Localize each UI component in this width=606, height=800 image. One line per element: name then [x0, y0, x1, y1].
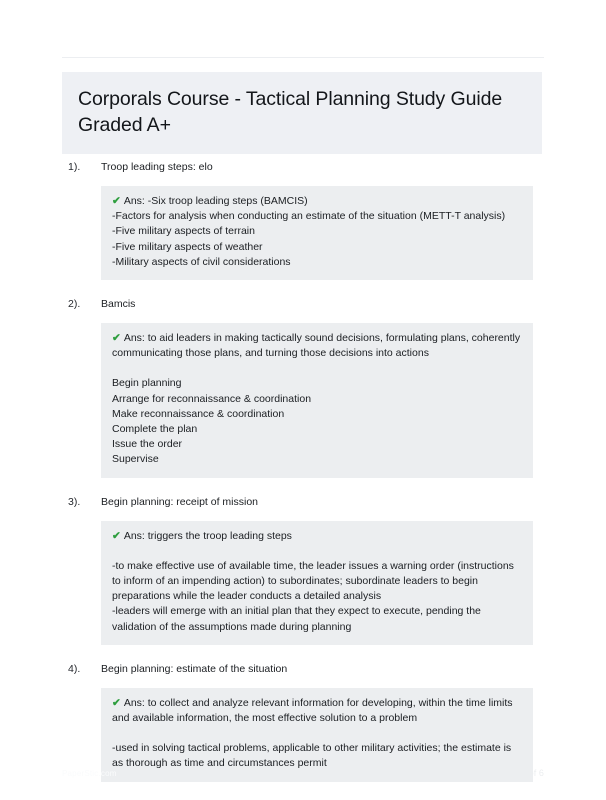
answer-line: Begin planning — [112, 377, 182, 390]
question-row — [0, 662, 606, 678]
answer-prefix: Ans: — [123, 195, 148, 207]
answer-prefix: Ans: — [123, 529, 148, 542]
question-number: 4). — [68, 662, 81, 675]
question-row — [0, 160, 606, 176]
header-divider — [62, 57, 544, 58]
answer-line: Arrange for reconnaissance & coordination — [112, 392, 312, 405]
page-title: Corporals Course - Tactical Planning Study Guide Graded A+ — [62, 72, 542, 154]
answer-line: Issue the order — [112, 438, 183, 451]
answer-box — [101, 323, 533, 478]
answer-line: -used in solving tactical problems, applicable to other military activities; the estimate is as thorough as time and circumstances permit — [112, 742, 515, 770]
answer-line: Make reconnaissance & coordination — [112, 407, 285, 420]
check-icon: ✔ — [112, 696, 121, 709]
question-text: Troop leading steps: elo — [101, 161, 213, 173]
question-number: 1). — [68, 161, 81, 173]
answer-line: -Five military aspects of weather — [112, 240, 263, 253]
question-number: 3). — [68, 495, 81, 508]
footer-page-number: Page 1 of 6 — [496, 768, 544, 778]
check-icon: ✔ — [112, 332, 121, 345]
question-answer-list — [0, 160, 606, 799]
answer-line: -Factors for analysis when conducting an estimate of the situation (METT-T analysis) — [112, 210, 506, 223]
answer-text: -Six troop leading steps (BAMCIS) — [147, 195, 308, 207]
answer-text: to aid leaders in making tactically sound decisions, formulating plans, coherently communicating those plans, and turning those decisions into actions — [112, 332, 524, 360]
answer-blank-line — [112, 544, 522, 559]
check-icon: ✔ — [112, 195, 121, 207]
footer-brand-watermark: PaperStic.com — [62, 769, 117, 778]
answer-line — [112, 194, 522, 209]
question-text: Bamcis — [101, 298, 136, 311]
answer-prefix: Ans: — [123, 696, 148, 709]
question-number: 2). — [68, 298, 81, 311]
answer-blank-line — [112, 726, 522, 741]
answer-line: -leaders will emerge with an initial plan that they expect to execute, pending the validation of the assumptions made during planning — [112, 605, 484, 633]
question-text: Begin planning: estimate of the situation — [101, 662, 288, 675]
answer-line — [112, 331, 522, 361]
qa-item — [0, 160, 606, 280]
answer-line: Complete the plan — [112, 423, 198, 436]
check-icon: ✔ — [112, 529, 121, 542]
answer-line: -Five military aspects of terrain — [112, 225, 255, 238]
question-text: Begin planning: receipt of mission — [101, 495, 259, 508]
answer-box — [101, 521, 533, 645]
qa-item — [0, 297, 606, 478]
answer-line: Supervise — [112, 453, 159, 466]
answer-box — [101, 186, 533, 280]
answer-blank-line — [112, 361, 522, 376]
answer-line: -to make effective use of available time, the leader issues a warning order (instructions to inform of an impending action) to subordinates; subordinate leaders to begin preparations while the leader conducts a detailed analysis — [112, 559, 517, 603]
question-row — [0, 297, 606, 313]
answer-text: triggers the troop leading steps — [147, 529, 292, 542]
answer-line: -Military aspects of civil considerations — [112, 255, 291, 268]
answer-text: to collect and analyze relevant information for developing, within the time limits and available information, the most effective solution to a problem — [112, 696, 516, 725]
answer-prefix: Ans: — [123, 332, 148, 345]
answer-line — [112, 529, 522, 544]
answer-line — [112, 696, 522, 726]
qa-item — [0, 495, 606, 645]
page-footer — [0, 755, 606, 800]
question-row — [0, 495, 606, 511]
